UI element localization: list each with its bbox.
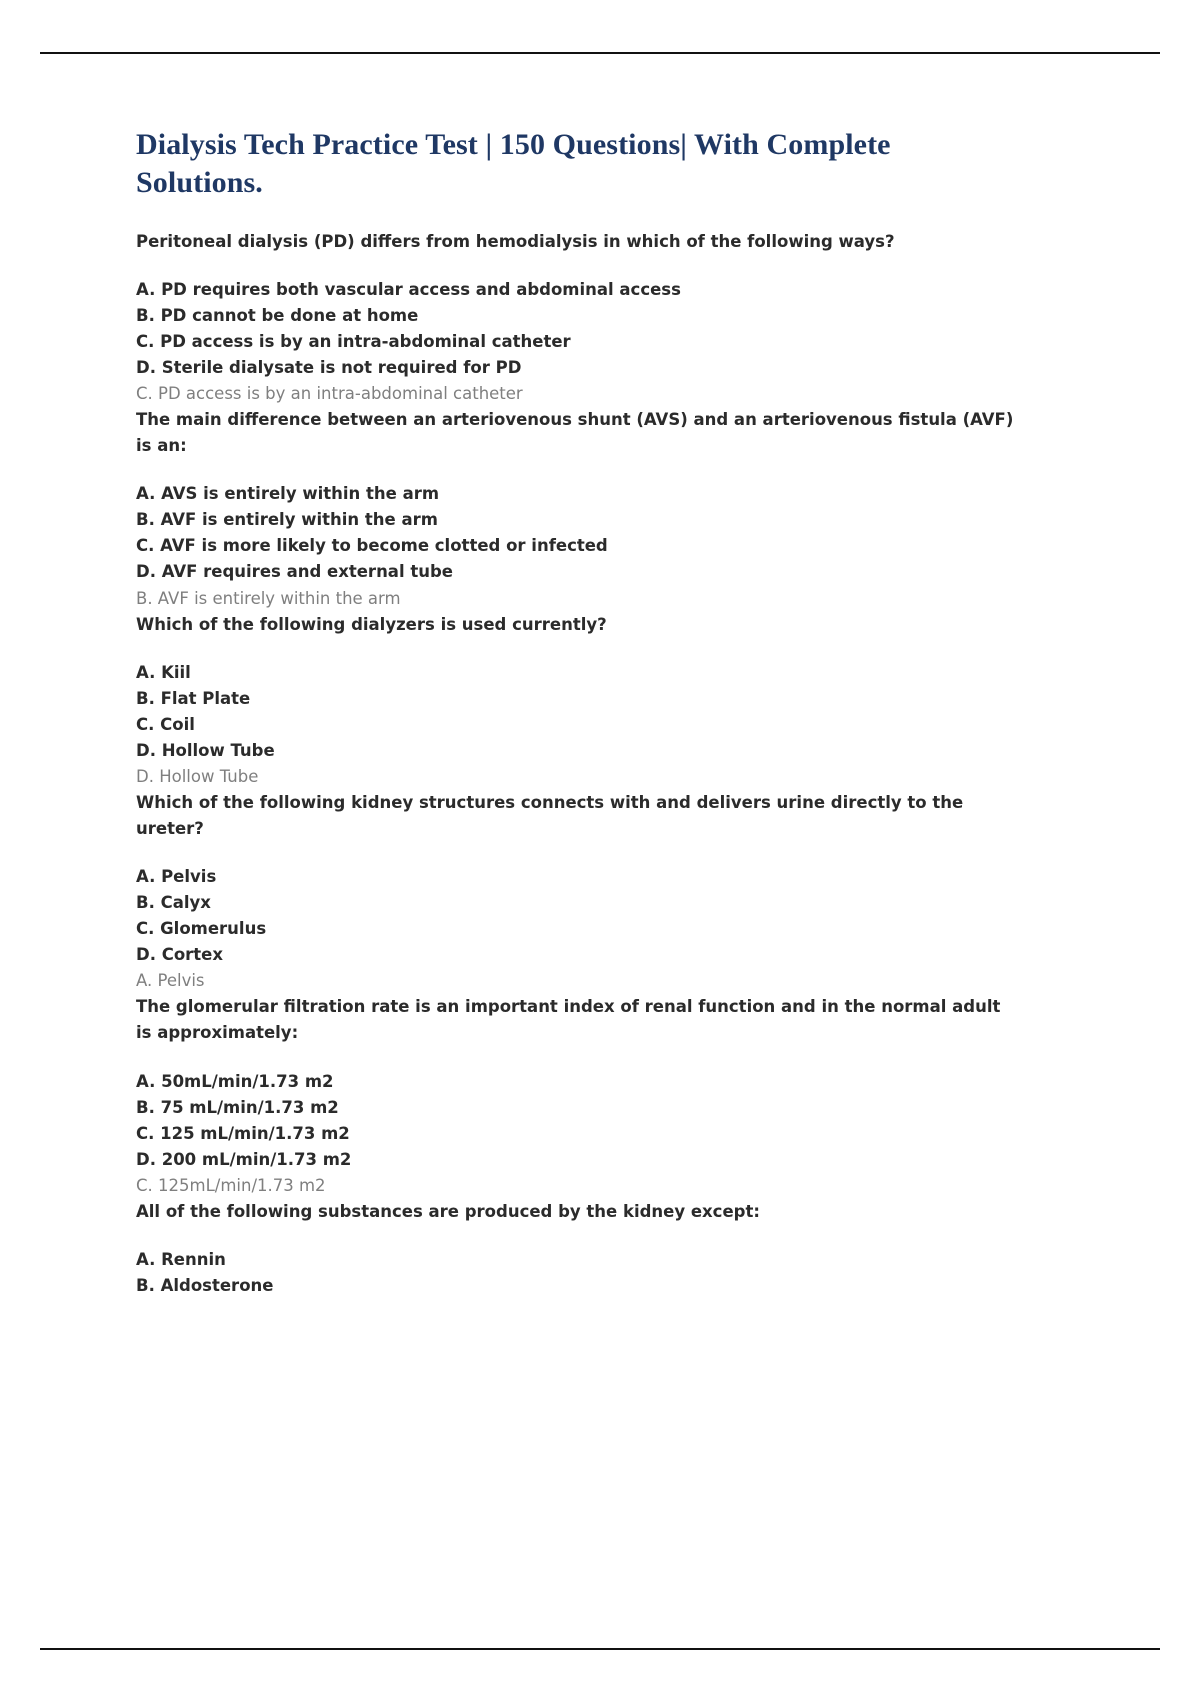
choice-option[interactable]: B. Flat Plate <box>136 688 251 708</box>
choice-option[interactable]: B. PD cannot be done at home <box>136 305 419 325</box>
choice-list <box>136 864 1016 968</box>
choice-option[interactable]: D. Hollow Tube <box>136 740 275 760</box>
choice-option[interactable]: B. AVF is entirely within the arm <box>136 510 438 530</box>
question-block <box>136 1199 1016 1299</box>
choice-option[interactable]: A. 50mL/min/1.73 m2 <box>136 1071 334 1091</box>
choice-list <box>136 277 1016 381</box>
choice-list <box>136 1069 1016 1173</box>
choice-option[interactable]: B. Calyx <box>136 893 211 913</box>
answer-text: B. AVF is entirely within the arm <box>136 588 401 608</box>
question-prompt: The glomerular filtration rate is an important index of renal function and in the normal adult is approximately: <box>136 997 1001 1043</box>
spacer <box>136 459 1016 481</box>
spacer <box>136 1225 1016 1247</box>
answer-text: D. Hollow Tube <box>136 766 259 786</box>
question-prompt: Which of the following kidney structures connects with and delivers urine directly to the ureter? <box>136 792 964 839</box>
choice-option[interactable]: A. Rennin <box>136 1249 226 1269</box>
choice-option[interactable]: C. AVF is more likely to become clotted or infected <box>136 536 608 556</box>
choice-option[interactable]: D. Cortex <box>136 945 224 965</box>
choice-option[interactable]: D. AVF requires and external tube <box>136 562 453 582</box>
question-block <box>136 612 1016 790</box>
spacer <box>136 842 1016 864</box>
choice-option[interactable]: C. Glomerulus <box>136 919 267 939</box>
choice-list <box>136 660 1016 764</box>
page-title: Dialysis Tech Practice Test | 150 Questions| With Complete Solutions. <box>136 128 891 200</box>
header-divider <box>40 52 1160 54</box>
choice-option[interactable]: A. Pelvis <box>136 867 217 887</box>
choice-option[interactable]: C. Coil <box>136 714 195 734</box>
choice-option[interactable]: C. PD access is by an intra-abdominal catheter <box>136 331 571 351</box>
answer-text: C. 125mL/min/1.73 m2 <box>136 1175 326 1195</box>
choice-option[interactable]: C. 125 mL/min/1.73 m2 <box>136 1123 350 1143</box>
choice-option[interactable]: A. AVS is entirely within the arm <box>136 484 440 504</box>
choice-list <box>136 1247 1016 1299</box>
question-prompt: The main difference between an arteriovenous shunt (AVS) and an arteriovenous fistula (AVF) is an: <box>136 410 1014 456</box>
choice-option[interactable]: B. Aldosterone <box>136 1275 274 1295</box>
question-block <box>136 790 1016 994</box>
question-block <box>136 994 1016 1198</box>
spacer <box>136 1047 1016 1069</box>
answer-text: A. Pelvis <box>136 971 205 991</box>
question-prompt: Peritoneal dialysis (PD) differs from hemodialysis in which of the following ways? <box>136 231 895 251</box>
answer-text: C. PD access is by an intra-abdominal catheter <box>136 384 523 404</box>
question-block <box>136 229 1016 407</box>
choice-option[interactable]: D. Sterile dialysate is not required for PD <box>136 358 522 378</box>
question-prompt: All of the following substances are produced by the kidney except: <box>136 1201 760 1221</box>
question-prompt: Which of the following dialyzers is used currently? <box>136 614 607 634</box>
choice-option[interactable]: A. PD requires both vascular access and abdominal access <box>136 279 681 299</box>
spacer <box>136 255 1016 277</box>
choice-list <box>136 481 1016 585</box>
footer-divider <box>40 1648 1160 1650</box>
spacer <box>136 638 1016 660</box>
choice-option[interactable]: D. 200 mL/min/1.73 m2 <box>136 1149 352 1169</box>
choice-option[interactable]: B. 75 mL/min/1.73 m2 <box>136 1097 339 1117</box>
document-content <box>136 126 1016 1299</box>
question-block <box>136 407 1016 611</box>
choice-option[interactable]: A. Kiil <box>136 662 191 682</box>
